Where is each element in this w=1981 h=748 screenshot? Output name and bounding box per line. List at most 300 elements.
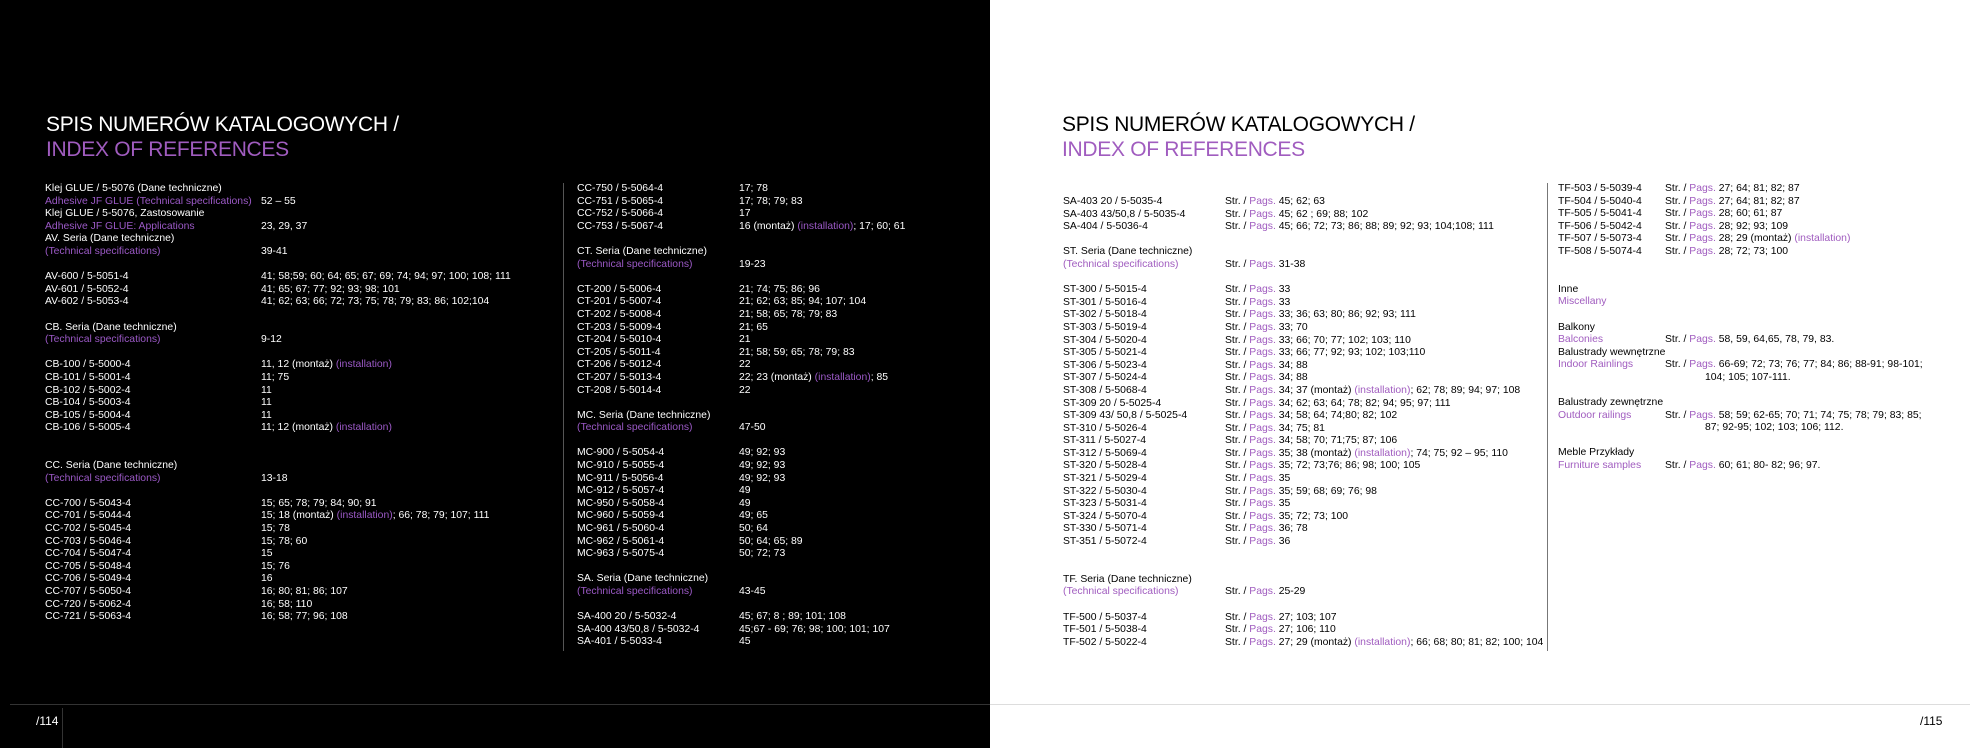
page-list: 39-41 [261,245,288,257]
page-list: 33 [1278,296,1291,308]
series-title: Meble Przykłady [1558,447,1635,459]
pages-reference [739,523,768,536]
catalog-number: CT-201 / 5-5007-4 [577,296,662,308]
page-list: 49 [739,485,751,497]
str-label: Str. / [1225,359,1250,371]
catalog-number: CC-721 / 5-5063-4 [45,611,132,623]
index-entry [1558,208,1923,221]
index-entry [577,385,905,398]
catalog-number: ST-330 / 5-5071-4 [1063,523,1147,535]
pages-reference [739,208,751,221]
series-title: Balustrady zewnętrzne [1558,397,1664,409]
pages-reference [1225,372,1308,385]
index-entry [1063,284,1543,297]
pages-reference [1225,347,1425,360]
index-entry [45,385,511,398]
spacer [1558,309,1923,322]
catalog-number: CC-704 / 5-5047-4 [45,548,132,560]
page-list: 13-18 [261,472,288,484]
pages-reference [739,347,855,360]
catalog-number: AV-600 / 5-5051-4 [45,271,129,283]
catalog-number: CB-100 / 5-5000-4 [45,359,131,371]
index-entry [1558,246,1923,259]
catalog-number: CT-208 / 5-5014-4 [577,384,662,396]
spacer [1558,422,1665,435]
series-heading [1558,397,1923,410]
pages-reference [261,586,348,599]
series-title: Balkony [1558,321,1595,333]
pags-label: Pags. [1249,384,1276,396]
catalog-number: CT-205 / 5-5011-4 [577,346,661,358]
page-list: 31-38 [1278,258,1306,270]
pags-label: Pags. [1249,258,1276,270]
page-list: 36; 78 [1278,523,1308,535]
catalog-number: ST-308 / 5-5068-4 [1063,384,1147,396]
page-list: 16; 58; 77; 96; 108 [261,611,348,623]
page-list: 28; 92; 93; 109 [1718,220,1789,232]
spacer [577,233,905,246]
catalog-number: TF-506 / 5-5042-4 [1558,220,1642,232]
series-subtitle: Balconies [1558,334,1604,346]
str-label: Str. / [1665,409,1690,421]
catalog-number: ST-321 / 5-5029-4 [1063,473,1147,485]
index-entry [1063,335,1543,348]
installation-note: (installation) [1354,384,1411,396]
index-entry [45,359,511,372]
pags-label: Pags. [1249,372,1276,384]
pages-reference [1225,448,1508,461]
spacer [1063,549,1543,562]
pages-reference [739,447,785,460]
page-list: 33; 36; 63; 80; 86; 92; 93; 111 [1278,309,1416,321]
index-column [45,183,511,624]
page-list: 52 – 55 [261,195,296,207]
catalog-number: MC-962 / 5-5061-4 [577,535,665,547]
series-subheading [1558,410,1923,423]
pages-reference [261,473,288,486]
page-list: 50; 64 [739,523,768,535]
str-label: Str. / [1665,233,1690,245]
index-entry [577,510,905,523]
pages-reference [261,510,489,523]
index-entry [1063,460,1543,473]
pages-reference [739,309,837,322]
catalog-number: ST-302 / 5-5018-4 [1063,309,1147,321]
series-pages-continued [1558,422,1923,435]
page-list: 49; 92; 93 [739,472,786,484]
series-subtitle: (Technical specifications) [45,245,161,257]
pages-reference [1225,586,1305,599]
series-title: CT. Seria (Dane techniczne) [577,245,707,257]
series-heading [1558,322,1923,335]
pages-reference [1225,297,1290,310]
page-list: 16 (montaż) [739,220,795,232]
pages-reference [739,284,820,297]
catalog-number: ST-322 / 5-5030-4 [1063,485,1147,497]
catalog-number: CC-706 / 5-5049-4 [45,573,132,585]
pages-reference [739,586,766,599]
index-entry [1063,473,1543,486]
series-subheading [577,586,905,599]
page-list: 15; 78 [261,523,290,535]
series-title: Inne [1558,283,1579,295]
pags-label: Pags. [1249,498,1276,510]
catalog-number: TF-502 / 5-5022-4 [1063,636,1147,648]
index-entry [577,498,905,511]
index-entry [45,536,511,549]
page-list: 34; 88 [1278,359,1308,371]
index-entry [577,523,905,536]
installation-note: (installation) [336,510,393,522]
series-subtitle: Miscellany [1558,296,1607,308]
page-list: 11 [261,397,272,409]
series-subtitle: Indoor Rainlings [1558,359,1634,371]
page-list: 21; 74; 75; 86; 96 [739,283,820,295]
index-entry [1063,360,1543,373]
page-list: 17; 78 [739,183,768,194]
page-list: 34; 75; 81 [1278,422,1325,434]
right-page [990,0,1981,748]
catalog-number: TF-505 / 5-5041-4 [1558,208,1642,220]
page-list: 45 [739,636,751,648]
pages-reference [739,296,866,309]
spacer [1063,561,1543,574]
page-list: 9-12 [261,334,282,346]
str-label: Str. / [1225,422,1250,434]
page-list: 34; 58; 64; 74;80; 82; 102 [1278,410,1398,422]
pages-reference [739,359,751,372]
str-label: Str. / [1665,460,1690,472]
pages-reference [739,422,766,435]
pages-reference [739,221,905,234]
index-entry [577,296,905,309]
index-entry [1063,498,1543,511]
series-pages-continued [1558,372,1923,385]
page-list: 35; 72; 73; 100 [1278,510,1349,522]
pages-reference [1665,221,1788,234]
series-heading [577,573,905,586]
page-list: 21 [739,334,751,346]
pages-reference [1225,385,1520,398]
pags-label: Pags. [1689,359,1716,371]
page-list: 58; 59; 62-65; 70; 71; 74; 75; 78; 79; 83; 85; [1718,409,1922,421]
series-subtitle: (Technical specifications) [45,472,161,484]
spacer [1063,272,1543,285]
pages-reference [739,196,803,209]
footer-rule [10,704,990,705]
pages-reference [261,296,489,309]
index-entry [1063,196,1543,209]
catalog-number: CT-203 / 5-5009-4 [577,321,662,333]
page-list: 45; 67; 8 ; 89; 101; 108 [739,611,846,623]
pages-reference [1665,208,1782,221]
index-entry [45,284,511,297]
pages-reference [1665,233,1850,246]
page-list: 49; 92; 93 [739,447,786,459]
page-list: 11 [261,409,272,421]
pages-reference [739,473,785,486]
spacer [45,309,511,322]
index-entry [577,624,905,637]
index-entry [1063,347,1543,360]
index-entry [1558,196,1923,209]
pages-reference [261,548,273,561]
pages-reference [739,498,751,511]
index-entry [45,296,511,309]
spacer [1558,259,1923,272]
spacer [1558,385,1923,398]
page-list: 47-50 [739,422,766,434]
page-list: 34; 88 [1278,372,1308,384]
pages-reference [261,221,307,234]
pages-reference [261,536,307,549]
pages-reference [739,510,768,523]
index-entry [45,573,511,586]
series-subheading [577,422,905,435]
pags-label: Pags. [1689,208,1716,220]
index-entry [1558,183,1923,196]
str-label: Str. / [1225,586,1250,598]
series-subtitle: (Technical specifications) [1063,586,1179,598]
catalog-number: AV-602 / 5-5053-4 [45,296,129,308]
page-list: 60; 61; 80- 82; 96; 97. [1718,460,1821,472]
index-entry [45,523,511,536]
page-list: 34; 62; 63; 64; 78; 82; 94; 95; 97; 111 [1278,397,1451,409]
series-heading [577,410,905,423]
page-list: 21; 62; 63; 85; 94; 107; 104 [739,296,867,308]
catalog-number: CC-752 / 5-5066-4 [577,208,664,220]
installation-note: (installation) [1794,233,1851,245]
catalog-number: ST-306 / 5-5023-4 [1063,359,1147,371]
spacer [577,271,905,284]
catalog-number: ST-309 20 / 5-5025-4 [1063,397,1162,409]
page-list: 66-69; 72; 73; 76; 77; 84; 86; 88-91; 98-101; [1718,359,1923,371]
index-column [1558,183,1923,473]
catalog-number: CC-705 / 5-5048-4 [45,560,132,572]
index-entry [577,183,905,196]
page-list: 23, 29, 37 [261,220,308,232]
index-entry [577,221,905,234]
catalog-number: ST-300 / 5-5015-4 [1063,284,1147,296]
page-list: 35; 38 (montaż) [1278,447,1352,459]
index-entry [1063,322,1543,335]
series-title: Balustrady wewnętrzne [1558,346,1666,358]
index-entry [1063,536,1543,549]
page-number: /115 [1920,714,1943,728]
spacer [45,435,511,448]
catalog-number: MC-961 / 5-5060-4 [577,523,665,535]
pages-reference [739,259,766,272]
series-subtitle: (Technical specifications) [577,258,693,270]
index-entry [577,334,905,347]
page-list: 19-23 [739,258,766,270]
installation-note: (installation) [335,359,392,371]
page-list: 21; 58; 65; 78; 79; 83 [739,308,838,320]
series-subheading [1558,334,1923,347]
page-list: 50; 64; 65; 89 [739,535,803,547]
catalog-number: ST-351 / 5-5072-4 [1063,536,1147,548]
pags-label: Pags. [1689,183,1716,194]
catalog-number: CC-753 / 5-5067-4 [577,220,664,232]
pags-label: Pags. [1249,284,1276,296]
index-entry [577,372,905,385]
index-entry [577,536,905,549]
spacer [1063,234,1543,247]
series-subtitle: Outdoor railings [1558,409,1632,421]
pags-label: Pags. [1249,485,1276,497]
page-list: 45; 62 ; 69; 88; 102 [1278,208,1369,220]
pags-label: Pags. [1249,460,1276,472]
left-page [0,0,990,748]
index-entry [577,447,905,460]
page-list-continued: ; 74; 75; 92 – 95; 110 [1410,447,1508,459]
index-entry [1063,523,1543,536]
catalog-number: ST-310 / 5-5026-4 [1063,422,1147,434]
series-subtitle: Adhesive JF GLUE (Technical specifications) [45,195,252,207]
catalog-number: CT-204 / 5-5010-4 [577,334,662,346]
index-entry [1063,624,1543,637]
page-list: 28; 60; 61; 87 [1718,208,1783,220]
index-entry [45,586,511,599]
index-entry [1063,448,1543,461]
page-title: SPIS NUMERÓW KATALOGOWYCH / INDEX OF REFERENCES [46,113,399,161]
page-list: 11; 12 (montaż) [261,422,333,434]
series-subheading [45,334,511,347]
pages-reference [739,385,751,398]
str-label: Str. / [1225,221,1250,233]
pages-reference [261,385,272,398]
pages-reference [1225,473,1290,486]
str-label: Str. / [1225,523,1250,535]
page-list: 21; 58; 59; 65; 78; 79; 83 [739,346,855,358]
catalog-number: ST-304 / 5-5020-4 [1063,334,1147,346]
page-list: 34; 58; 70; 71;75; 87; 106 [1278,435,1398,447]
page-list: 27; 29 (montaż) [1278,636,1352,648]
catalog-number: CC-702 / 5-5045-4 [45,523,132,535]
pags-label: Pags. [1249,624,1276,636]
pages-reference [1665,460,1820,473]
catalog-number: SA-404 / 5-5036-4 [1063,221,1148,233]
page-list: 41; 58;59; 60; 64; 65; 67; 69; 74; 94; 97; 100; 108; 111 [261,271,511,283]
index-entry [1558,233,1923,246]
catalog-number: ST-323 / 5-5031-4 [1063,498,1147,510]
series-heading [1558,284,1923,297]
page-list: 17; 78; 79; 83 [739,195,803,207]
pags-label: Pags. [1249,410,1276,422]
index-entry [577,460,905,473]
index-entry [577,611,905,624]
spacer [577,599,905,612]
catalog-number: ST-320 / 5-5028-4 [1063,460,1147,472]
page-list: 15; 65; 78; 79; 84; 90; 91 [261,497,377,509]
pages-reference [261,599,312,612]
spacer [1063,599,1543,612]
page-list: 33; 66; 70; 77; 102; 103; 110 [1278,334,1411,346]
pages-reference [1225,612,1337,625]
series-heading [1558,447,1923,460]
series-title: ST. Seria (Dane techniczne) [1063,246,1193,258]
pages-reference [261,611,348,624]
series-subtitle: (Technical specifications) [1063,258,1179,270]
pags-label: Pags. [1249,611,1276,623]
page-list: 15 [261,548,273,560]
catalog-number: CT-206 / 5-5012-4 [577,359,662,371]
index-entry [577,473,905,486]
pags-label: Pags. [1249,586,1276,598]
page-list: 28; 72; 73; 100 [1718,245,1789,257]
catalog-number: CC-703 / 5-5046-4 [45,535,132,547]
str-label: Str. / [1665,220,1690,232]
page-list: 45;67 - 69; 76; 98; 100; 101; 107 [739,623,890,635]
footer-divider [62,708,63,748]
catalog-number: ST-309 43/ 50,8 / 5-5025-4 [1063,410,1188,422]
pages-reference [1665,410,1922,423]
pages-reference [1225,398,1451,411]
catalog-number: MC-960 / 5-5059-4 [577,510,665,522]
page-list: 49; 65 [739,510,768,522]
pages-reference [739,536,803,549]
pags-label: Pags. [1249,208,1276,220]
pages-reference [1225,498,1290,511]
index-entry [577,347,905,360]
pages-reference [1225,637,1543,650]
catalog-number: ST-303 / 5-5019-4 [1063,321,1147,333]
series-subheading [45,221,511,234]
series-subheading [1063,586,1543,599]
pages-reference [1665,196,1800,209]
pags-label: Pags. [1689,220,1716,232]
index-entry [1063,612,1543,625]
str-label: Str. / [1225,296,1250,308]
index-entry [45,510,511,523]
pags-label: Pags. [1249,523,1276,535]
catalog-number: ST-301 / 5-5016-4 [1063,296,1147,308]
spacer [577,561,905,574]
page-list: 45; 62; 63 [1278,196,1325,207]
pages-reference [1225,511,1348,524]
index-entry [577,322,905,335]
page-list: 15; 18 (montaż) [261,510,334,522]
series-subheading [45,196,511,209]
series-heading [45,460,511,473]
index-entry [1063,637,1543,650]
str-label: Str. / [1225,196,1250,207]
index-entry [1063,398,1543,411]
pages-reference [1225,410,1397,423]
pages-reference [739,183,768,196]
page-list: 33 [1278,284,1291,296]
pages-reference [1225,486,1377,499]
index-entry [1063,297,1543,310]
pages-reference [739,624,890,637]
spacer [1558,271,1923,284]
catalog-number: CT-200 / 5-5006-4 [577,283,662,295]
pags-label: Pags. [1689,460,1716,472]
catalog-number: CB-102 / 5-5002-4 [45,384,131,396]
pages-reference [261,246,288,259]
index-entry [1063,423,1543,436]
series-title: CC. Seria (Dane techniczne) [45,460,178,472]
index-entry [45,271,511,284]
pages-reference [1665,334,1834,347]
index-entry [1063,486,1543,499]
series-subheading [1063,259,1543,272]
page-list-continued: 87; 92-95; 102; 103; 106; 112. [1705,422,1844,434]
str-label: Str. / [1225,624,1250,636]
page-list: 25-29 [1278,586,1306,598]
pages-reference [1225,360,1308,373]
page-list: 27; 106; 110 [1278,624,1336,636]
